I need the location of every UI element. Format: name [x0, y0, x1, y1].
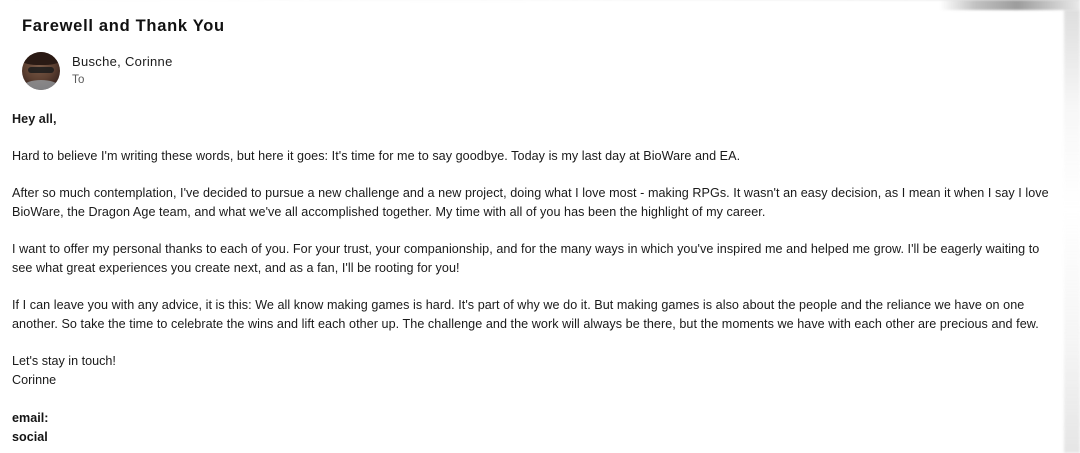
sender-row — [22, 52, 173, 90]
body-paragraph: If I can leave you with any advice, it is this: We all know making games is hard. It's part of why we do it. But making games is also about the people and the reliance we have on one another. So take the time to celebrate the wins and lift each other up. The challenge and the work will always be there, but the moments we have with each other are precious and few. — [12, 298, 1039, 331]
sender-meta — [72, 52, 173, 86]
scan-artifact-right — [1064, 10, 1080, 453]
body-closing: Let's stay in touch! — [12, 354, 116, 368]
avatar[interactable] — [22, 52, 60, 90]
contact-block — [12, 409, 1062, 447]
signature-block — [12, 352, 1062, 390]
signature-name: Corinne — [12, 373, 57, 387]
contact-email-label: email: — [12, 411, 49, 425]
body-paragraph: After so much contemplation, I've decided to pursue a new challenge and a new project, doing what I love most - making RPGs. It wasn't an easy decision, as I mean it when I say I love BioWare, the Dragon Age team, and what we've all accomplished together. My time with all of you has been the highlight of my career. — [12, 186, 1049, 219]
email-body — [12, 110, 1062, 447]
recipient-label: To — [72, 74, 85, 86]
avatar-shirt-shape — [24, 80, 58, 90]
contact-social-label: social — [12, 430, 48, 444]
avatar-hair-shape — [22, 52, 60, 65]
scan-artifact-top — [940, 0, 1080, 10]
sender-name[interactable]: Busche, Corinne — [72, 54, 173, 69]
body-paragraph: I want to offer my personal thanks to each of you. For your trust, your companionship, and for the many ways in which you've inspired me and helped me grow. I'll be eagerly waiting to see what great experiences you create next, and as a fan, I'll be rooting for you! — [12, 242, 1040, 275]
body-paragraph: Hard to believe I'm writing these words, but here it goes: It's time for me to say goodbye. Today is my last day at BioWare and EA. — [12, 149, 741, 163]
body-greeting: Hey all, — [12, 112, 57, 126]
avatar-glasses-shape — [28, 67, 54, 73]
email-subject: Farewell and Thank You — [22, 17, 225, 35]
